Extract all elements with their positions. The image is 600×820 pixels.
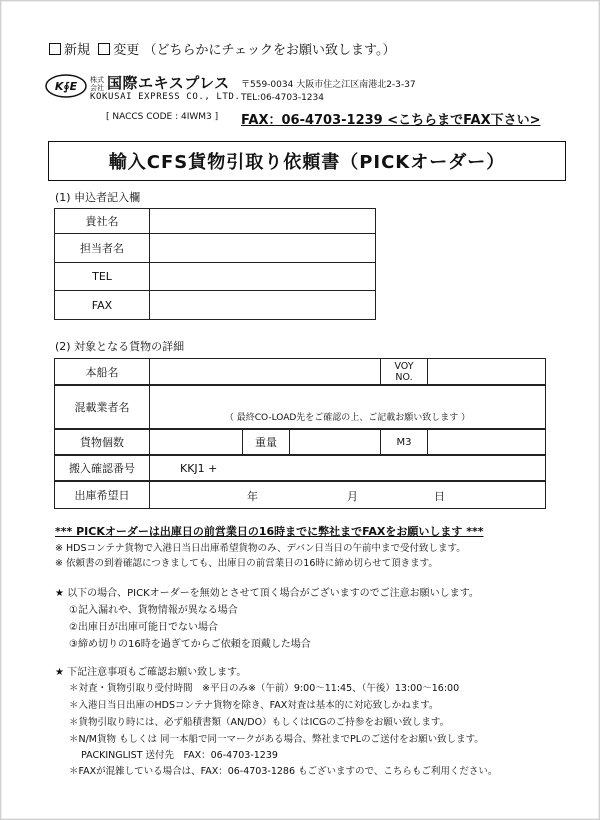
person-row-label: 担当者名: [55, 234, 150, 263]
month-label: 月: [347, 490, 358, 503]
m3-label: M3: [381, 429, 428, 456]
packinglist-fax: PACKINGLIST 送付先 FAX：06-4703-1239: [81, 750, 278, 761]
confirm-item-3: ＊貨物引取り時には、必ず船積書類（AN/DO）もしくはICGのご持参をお願い致します。: [69, 717, 450, 728]
company-row-label: 貴社名: [55, 209, 150, 234]
confirm-heading: ★ 下記注意事項もご確認お願い致します。: [55, 667, 247, 678]
section1-heading: (1) 申込者記入欄: [55, 191, 141, 204]
svg-text:K∮E: K∮E: [54, 80, 78, 93]
confirm-item-2: ＊入港日当日出庫のHDSコンテナ貨物を除き、FAX対査は基本的に対応致しかねます。: [69, 700, 439, 711]
receipt-row: [54, 454, 546, 482]
tel-field[interactable]: [150, 263, 376, 291]
consolidator-label: 混載業者名: [55, 385, 150, 430]
deadline-note: *** PICKオーダーは出庫日の前営業日の16時までに弊社までFAXをお願いします ***: [55, 525, 484, 538]
naccs-code: [ NACCS CODE : 4IWM3 ]: [106, 112, 219, 122]
change-label: 変更: [113, 43, 140, 58]
company-logo: [45, 73, 87, 99]
confirm-item-1: ＊対査・貨物引取り受付時間 ※平日のみ※（午前）9:00～11:45、（午後）13:00～16:00: [69, 683, 460, 694]
date-field[interactable]: [150, 481, 546, 509]
company-name-jp: 国際エキスプレス: [107, 74, 230, 92]
receipt-field[interactable]: [150, 455, 546, 482]
weight-label: 重量: [243, 429, 290, 456]
cargo-row: [54, 428, 546, 456]
consolidator-row: [54, 384, 546, 430]
receipt-label: 搬入確認番号: [55, 455, 150, 482]
m3-field[interactable]: [428, 429, 546, 456]
year-label: 年: [247, 490, 258, 503]
applicant-table: [54, 208, 376, 320]
tel-row-label: TEL: [55, 263, 150, 291]
vessel-label: 本船名: [55, 359, 150, 386]
fax-main: FAX：06-4703-1239 <こちらまでFAX下さい>: [241, 113, 541, 128]
vessel-row: [54, 358, 546, 386]
date-label: 出庫希望日: [55, 481, 150, 509]
consolidator-field[interactable]: [150, 385, 546, 430]
invalid-item-3: ③締め切りの16時を過ぎてからご依頼を頂戴した場合: [69, 639, 311, 650]
check-note: （どちらかにチェックをお願い致します。）: [143, 43, 396, 58]
fax-row-label: FAX: [55, 291, 150, 320]
company-field[interactable]: [150, 209, 376, 234]
voy-label: VOY NO.: [381, 359, 428, 386]
change-checkbox[interactable]: [98, 43, 110, 55]
new-checkbox[interactable]: [49, 43, 61, 55]
change-type-row: [49, 39, 396, 58]
note-line-2: ※ 依頼書の到着確認につきましても、出庫日の前営業日の16時に締め切らせて頂きます。: [55, 558, 438, 569]
company-name-en: KOKUSAI EXPRESS CO., LTD.: [90, 92, 241, 102]
document-title: 輸入CFS貨物引取り依頼書（PICKオーダー）: [48, 141, 566, 181]
invalid-item-2: ②出庫日が出庫可能日でない場合: [69, 622, 218, 633]
consolidator-note: （ 最終CO-LOAD先をご確認の上、ご記載お願い致します ）: [224, 413, 471, 423]
day-label: 日: [434, 490, 445, 503]
note-line-1: ※ HDSコンテナ貨物で入港日当日出庫希望貨物のみ、デバン日当日の午前中まで受付致します。: [55, 543, 466, 554]
section2-heading: (2) 対象となる貨物の詳細: [55, 340, 185, 353]
pieces-field[interactable]: [150, 429, 243, 456]
pieces-label: 貨物個数: [55, 429, 150, 456]
voy-field[interactable]: [428, 359, 546, 386]
company-tel: TEL:06-4703-1234: [241, 93, 324, 103]
confirm-item-4: ＊N/M貨物 もしくは 同一本船で同一マークがある場合、弊社までPLのご送付をお願い致します。: [69, 734, 484, 745]
confirm-item-5: ＊FAXが混雑している場合は、FAX：06-4703-1286 もございますので、こちらもご利用ください。: [69, 766, 498, 777]
company-prefix: 株式 会社: [90, 76, 104, 92]
person-field[interactable]: [150, 234, 376, 263]
vessel-field[interactable]: [150, 359, 381, 386]
new-label: 新規: [64, 43, 91, 58]
invalid-item-1: ①記入漏れや、貨物情報が異なる場合: [69, 605, 238, 616]
receipt-value: KKJ1 +: [180, 461, 218, 475]
weight-field[interactable]: [290, 429, 381, 456]
invalid-heading: ★ 以下の場合、PICKオーダーを無効とさせて頂く場合がございますのでご注意お願いします。: [55, 588, 479, 599]
company-address: 〒559-0034 大阪市住之江区南港北2-3-37: [241, 80, 416, 90]
fax-field[interactable]: [150, 291, 376, 320]
date-row: [54, 480, 546, 509]
